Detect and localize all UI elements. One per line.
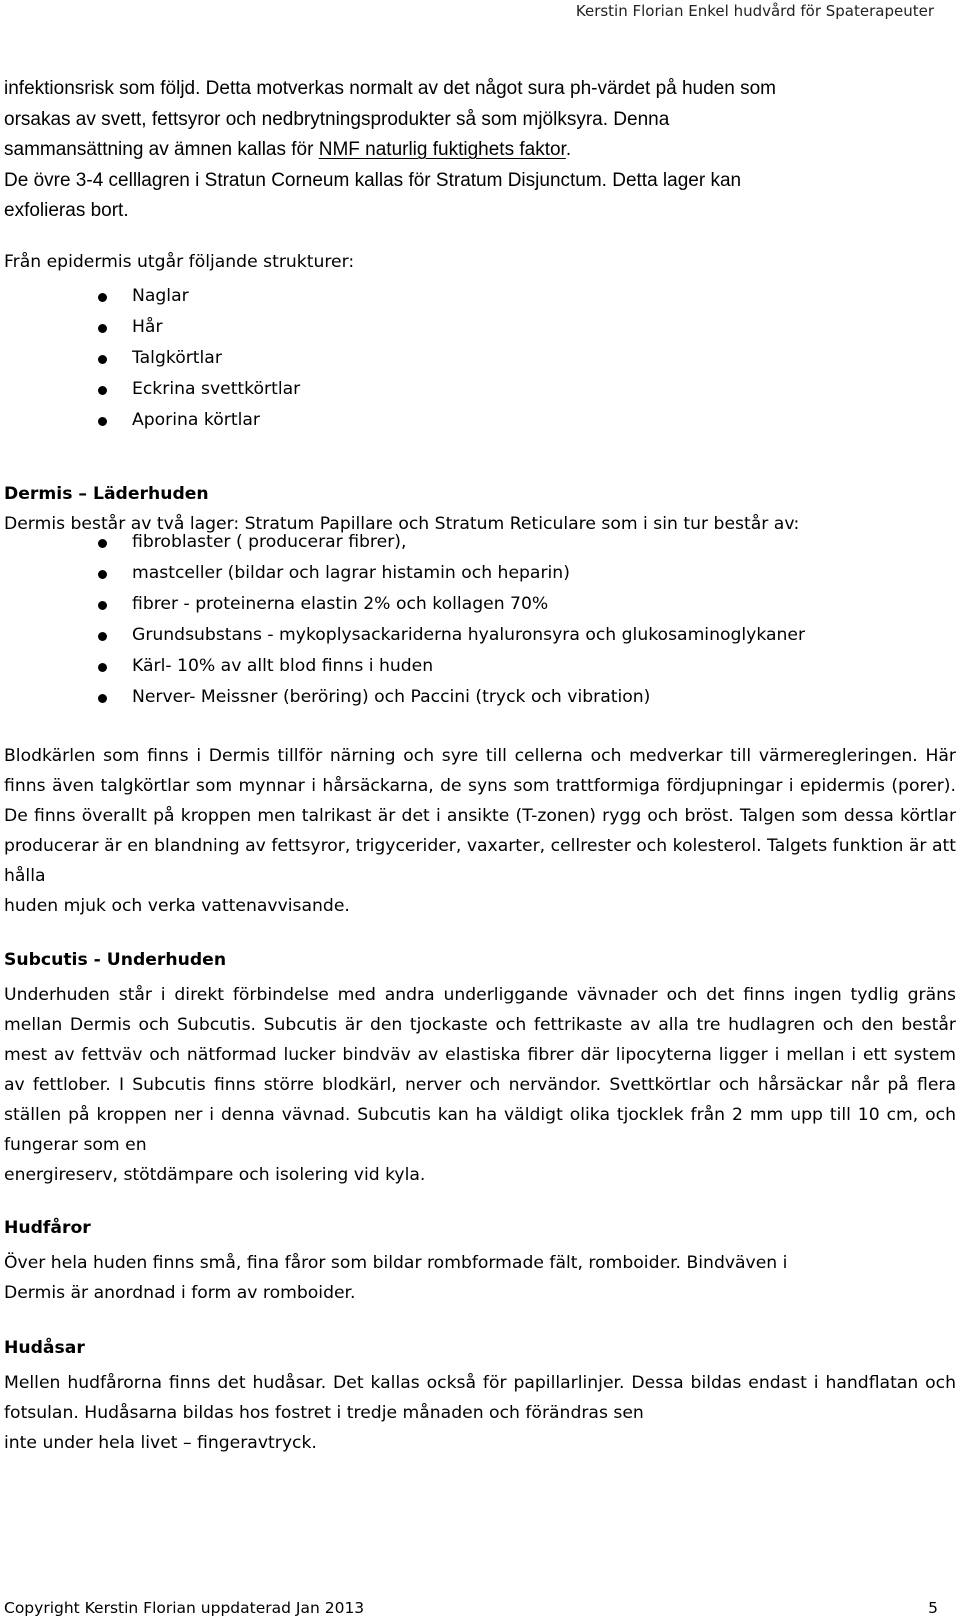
list-item-text: mastceller (bildar och lagrar histamin och heparin) [132, 563, 570, 583]
epidermis-lead: Från epidermis utgår följande strukturer: [4, 252, 355, 272]
page-number: 5 [928, 1599, 938, 1617]
list-item-text: fibrer - proteinerna elastin 2% och kollagen 70% [132, 594, 549, 614]
list-item [0, 374, 960, 405]
paragraph-line: hudlagren och den består mest av fettväv och nätformad lucker bindväv av elastiska fibrer [4, 1015, 956, 1065]
list-item-text: Talgkörtlar [132, 348, 222, 368]
intro-paragraph [4, 74, 956, 227]
list-item-text: Grundsubstans - mykoplysackariderna hyaluronsyra och glukosaminoglykaner [132, 625, 806, 645]
bullet-icon [98, 355, 107, 364]
intro-line: orsakas av svett, fettsyror och nedbrytningsprodukter så som mjölksyra. Denna [4, 108, 670, 130]
bullet-icon [98, 601, 107, 610]
bullet-icon [98, 386, 107, 395]
bullet-icon [98, 417, 107, 426]
list-item [0, 589, 960, 620]
hudasar-heading: Hudåsar [4, 1338, 85, 1358]
paragraph-line: av fettsyror, trigycerider, vaxarter, cellrester och kolesterol. Talgets funktion är att hålla [4, 836, 956, 886]
dermis-list [0, 527, 960, 713]
intro-line: infektionsrisk som följd. Detta motverkas normalt av det något sura ph-värdet på huden som [4, 78, 776, 99]
list-item [0, 281, 960, 312]
list-item-text: Kärl- 10% av allt blod finns i huden [132, 656, 434, 676]
list-item-text: Aporina körtlar [132, 410, 260, 430]
list-item-text: Naglar [132, 286, 189, 306]
paragraph-line: där lipocyterna ligger i mellan i ett system av fettlober. I Subcutis finns större blodkärl, [4, 1045, 957, 1095]
bullet-icon [98, 539, 107, 548]
intro-line [4, 135, 956, 166]
paragraph-line: energireserv, stötdämpare och isolering vid kyla. [4, 1165, 426, 1185]
list-item-text: Eckrina svettkörtlar [132, 379, 301, 399]
nmf-link[interactable]: NMF naturlig fuktighets faktor [318, 139, 566, 160]
paragraph-line: värmeregleringen. Här finns även talgkörtlar som mynnar i hårsäckarna, de syns som [4, 746, 956, 796]
bullet-icon [98, 632, 107, 641]
subcutis-heading: Subcutis - Underhuden [4, 950, 227, 970]
dermis-paragraph [4, 741, 956, 921]
paragraph-line: Dermis är anordnad i form av romboider. [4, 1283, 356, 1303]
bullet-icon [98, 694, 107, 703]
list-item-text: Nerver- Meissner (beröring) och Paccini (tryck och vibration) [132, 687, 651, 707]
list-item [0, 558, 960, 589]
bullet-icon [98, 663, 107, 672]
list-item [0, 620, 960, 651]
footer-copyright: Copyright Kerstin Florian uppdaterad Jan 2013 [4, 1599, 365, 1617]
list-item [0, 682, 960, 713]
paragraph-line: Blodkärlen som finns i Dermis tillför närning och syre till cellerna och medverkar till [4, 746, 752, 766]
bullet-icon [98, 570, 107, 579]
paragraph-line: trattformiga fördjupningar i epidermis (porer). De finns överallt på kroppen men talrikast är [4, 776, 956, 826]
dermis-lead: Dermis består av två lager: Stratum Papillare och Stratum Reticulare som i sin tur består av: [4, 514, 800, 534]
paragraph-line: handflatan och fotsulan. Hudåsarna bildas hos fostret i tredje månaden och förändras sen [4, 1373, 956, 1423]
list-item [0, 312, 960, 343]
hudfaror-heading: Hudfåror [4, 1218, 91, 1238]
paragraph-line: det i ansikte (T-zonen) rygg och bröst. Talgen som dessa körtlar producerar är en blandning [4, 806, 957, 856]
paragraph-line: Över hela huden finns små, fina fåror som bildar rombformade fält, romboider. Bindväven i [4, 1253, 788, 1273]
list-item [0, 527, 960, 558]
subcutis-paragraph [4, 980, 956, 1190]
bullet-icon [98, 324, 107, 333]
list-item [0, 343, 960, 374]
list-item [0, 405, 960, 436]
intro-text: sammansättning av ämnen kallas för [4, 139, 319, 160]
list-item [0, 651, 960, 682]
list-item-text: fibroblaster ( producerar fibrer), [132, 532, 407, 552]
list-item-text: Hår [132, 317, 163, 337]
paragraph-line: Underhuden står i direkt förbindelse med andra underliggande vävnader och det finns ingen [4, 985, 842, 1005]
paragraph-line: vävnad. Subcutis kan ha väldigt olika tjocklek från 2 mm upp till 10 cm, och fungerar som en [4, 1105, 956, 1155]
epidermis-list [0, 281, 960, 436]
intro-text: . [565, 139, 572, 160]
hudasar-paragraph [4, 1368, 956, 1458]
hudfaror-paragraph [4, 1248, 956, 1308]
intro-line: exfolieras bort. [4, 200, 129, 221]
intro-line: De övre 3-4 celllagren i Stratun Corneum kallas för Stratum Disjunctum. Detta lager kan [4, 169, 742, 191]
paragraph-line: huden mjuk och verka vattenavvisande. [4, 896, 350, 916]
paragraph-line: inte under hela livet – fingeravtryck. [4, 1433, 317, 1453]
paragraph-line: Mellen hudfårorna finns det hudåsar. Det kallas också för papillarlinjer. Dessa bildas endast i [4, 1373, 819, 1393]
dermis-heading: Dermis – Läderhuden [4, 484, 209, 504]
paragraph-line: nerver och nervändor. Svettkörtlar och hårsäckar når på flera ställen på kroppen ner i denna [4, 1075, 957, 1125]
page-header: Kerstin Florian Enkel hudvård för Spaterapeuter [575, 2, 934, 20]
bullet-icon [98, 293, 107, 302]
paragraph-line: tydlig gräns mellan Dermis och Subcutis. Subcutis är den tjockaste och fettrikaste av alla tre [4, 985, 957, 1035]
